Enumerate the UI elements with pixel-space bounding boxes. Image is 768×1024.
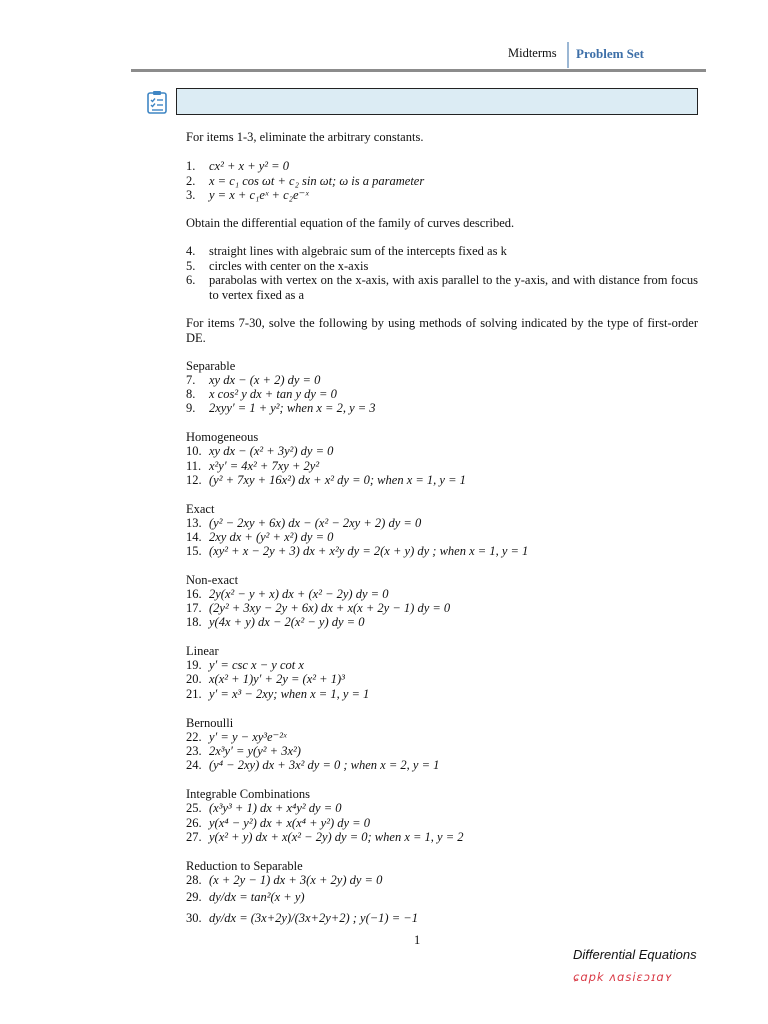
- list-item: 16. 2y(x² − y + x) dx + (x² − 2y) dy = 0: [186, 587, 389, 601]
- list-item: 25. (x³y³ + 1) dx + x⁴y² dy = 0: [186, 801, 342, 815]
- list-item: 22. y′ = y − xy³e⁻²ˣ: [186, 730, 287, 744]
- group-heading: Homogeneous: [186, 430, 259, 444]
- group-heading: Reduction to Separable: [186, 859, 303, 873]
- list-item: 6. parabolas with vertex on the x-axis, with axis parallel to the y-axis, and with distance from focus to vertex fixed as a: [186, 273, 698, 302]
- list-item: 2. x = c₁ cos ωt + c₂ sin ωt; ω is a parameter: [186, 174, 425, 188]
- header-title: Problem Set: [576, 46, 644, 61]
- footer-course-title: Differential Equations: [573, 947, 697, 962]
- section-intro: Obtain the differential equation of the family of curves described.: [186, 216, 515, 230]
- section-intro: For items 1-3, eliminate the arbitrary constants.: [186, 130, 424, 144]
- list-item: 19. y′ = csc x − y cot x: [186, 658, 304, 672]
- header-separator: [567, 42, 569, 68]
- header-label: Midterms: [508, 46, 557, 60]
- list-item: 17. (2y² + 3xy − 2y + 6x) dx + x(x + 2y − 1) dy = 0: [186, 601, 451, 615]
- list-item: 21. y′ = x³ − 2xy; when x = 1, y = 1: [186, 687, 370, 701]
- group-heading: Linear: [186, 644, 219, 658]
- footer-signature: ɕɑpk ʌɑsiɛɔɪɑʏ: [573, 970, 673, 984]
- list-item: 14. 2xy dx + (y² + x²) dy = 0: [186, 530, 334, 544]
- section-intro: For items 7-30, solve the following by using methods of solving indicated by the type of first-order DE.: [186, 316, 698, 345]
- list-item: 15. (xy² + x − 2y + 3) dx + x²y dy = 2(x + y) dy ; when x = 1, y = 1: [186, 544, 529, 558]
- group-heading: Exact: [186, 502, 215, 516]
- header-rule: [131, 69, 706, 72]
- list-item: 7. xy dx − (x + 2) dy = 0: [186, 373, 321, 387]
- list-item: 26. y(x⁴ − y²) dx + x(x⁴ + y²) dy = 0: [186, 816, 370, 830]
- group-heading: Non-exact: [186, 573, 239, 587]
- list-item: 9. 2xyy′ = 1 + y²; when x = 2, y = 3: [186, 401, 376, 415]
- list-item: 28. (x + 2y − 1) dx + 3(x + 2y) dy = 0: [186, 873, 383, 887]
- list-item: 11. x²y′ = 4x² + 7xy + 2y²: [186, 459, 320, 473]
- list-item: 27. y(x² + y) dx + x(x² − 2y) dy = 0; when x = 1, y = 2: [186, 830, 464, 844]
- title-box: [176, 88, 698, 115]
- list-item: 24. (y⁴ − 2xy) dx + 3x² dy = 0 ; when x = 2, y = 1: [186, 758, 440, 772]
- group-heading: Separable: [186, 359, 236, 373]
- group-heading: Bernoulli: [186, 716, 234, 730]
- list-item: 10. xy dx − (x² + 3y²) dy = 0: [186, 444, 334, 458]
- list-item: 8. x cos² y dx + tan y dy = 0: [186, 387, 337, 401]
- list-item: 29. dy/dx = tan²(x + y): [186, 890, 305, 904]
- list-item: 1. cx² + x + y² = 0: [186, 159, 289, 173]
- list-item: 23. 2x³y′ = y(y² + 3x²): [186, 744, 301, 758]
- clipboard-checklist-icon: [146, 90, 168, 114]
- list-item: 30. dy/dx = (3x+2y)/(3x+2y+2) ; y(−1) = −1: [186, 911, 418, 925]
- list-item: 3. y = x + c₁eˣ + c₂e⁻ˣ: [186, 188, 309, 202]
- list-item: 5. circles with center on the x-axis: [186, 259, 369, 273]
- list-item: 20. x(x² + 1)y′ + 2y = (x² + 1)³: [186, 672, 345, 686]
- group-heading: Integrable Combinations: [186, 787, 310, 801]
- list-item: 4. straight lines with algebraic sum of the intercepts fixed as k: [186, 244, 507, 258]
- list-item: 18. y(4x + y) dx − 2(x² − y) dy = 0: [186, 615, 365, 629]
- list-item: 13. (y² − 2xy + 6x) dx − (x² − 2xy + 2) dy = 0: [186, 516, 422, 530]
- page-number: 1: [414, 933, 421, 947]
- list-item: 12. (y² + 7xy + 16x²) dx + x² dy = 0; when x = 1, y = 1: [186, 473, 466, 487]
